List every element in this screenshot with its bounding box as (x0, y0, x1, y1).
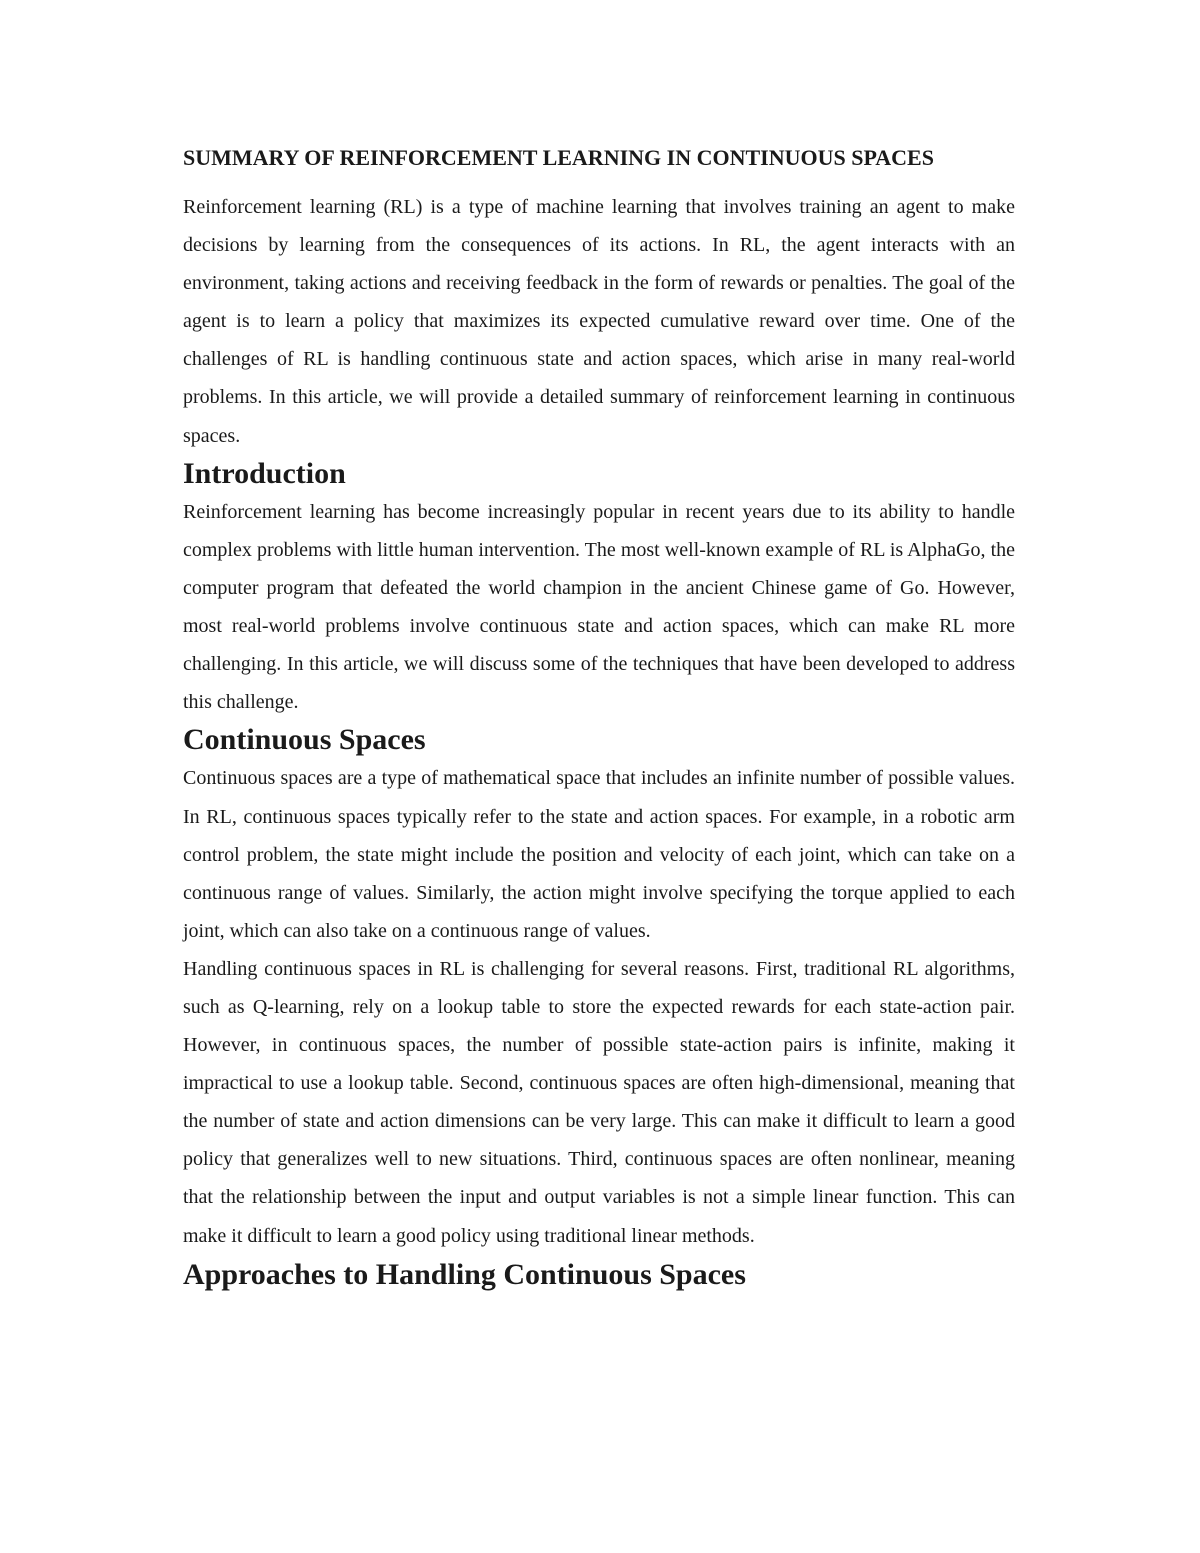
continuous-spaces-paragraph-1: Continuous spaces are a type of mathematical space that includes an infinite number of possible values. In RL, continuous spaces typically refer to the state and action spaces. For example, in a robotic arm control problem, the state might include the position and velocity of each joint, which can take on a continuous range of values. Similarly, the action might involve specifying the torque applied to each joint, which can also take on a continuous range of values. (183, 767, 1015, 942)
introduction-paragraph: Reinforcement learning has become increasingly popular in recent years due to its ability to handle complex problems with little human intervention. The most well-known example of RL is AlphaGo, the computer program that defeated the world champion in the ancient Chinese game of Go. However, most real-world problems involve continuous state and action spaces, which can make RL more challenging. In this article, we will discuss some of the techniques that have been developed to address this challenge. (183, 500, 1015, 714)
section-heading-continuous-spaces: Continuous Spaces (183, 723, 426, 757)
section-heading-introduction: Introduction (183, 456, 346, 490)
continuous-spaces-paragraph-2: Handling continuous spaces in RL is challenging for several reasons. First, traditional RL algorithms, such as Q-learning, rely on a lookup table to store the expected rewards for each state-action pair. However, in continuous spaces, the number of possible state-action pairs is infinite, making it impractical to use a lookup table. Second, continuous spaces are often high-dimensional, meaning that the number of state and action dimensions can be very large. This can make it difficult to learn a good policy that generalizes well to new situations. Third, continuous spaces are often nonlinear, meaning that the relationship between the input and output variables is not a simple linear function. This can make it difficult to learn a good policy using traditional linear methods. (183, 957, 1015, 1247)
intro-paragraph: Reinforcement learning (RL) is a type of machine learning that involves training an agent to make decisions by learning from the consequences of its actions. In RL, the agent interacts with an environment, taking actions and receiving feedback in the form of rewards or penalties. The goal of the agent is to learn a policy that maximizes its expected cumulative reward over time. One of the challenges of RL is handling continuous state and action spaces, which arise in many real-world problems. In this article, we will provide a detailed summary of reinforcement learning in continuous spaces. (183, 196, 1015, 447)
section-heading-approaches: Approaches to Handling Continuous Spaces (183, 1257, 746, 1291)
document-body (183, 128, 1015, 1294)
document-title: SUMMARY OF REINFORCEMENT LEARNING IN CONTINUOUS SPACES (183, 145, 934, 170)
